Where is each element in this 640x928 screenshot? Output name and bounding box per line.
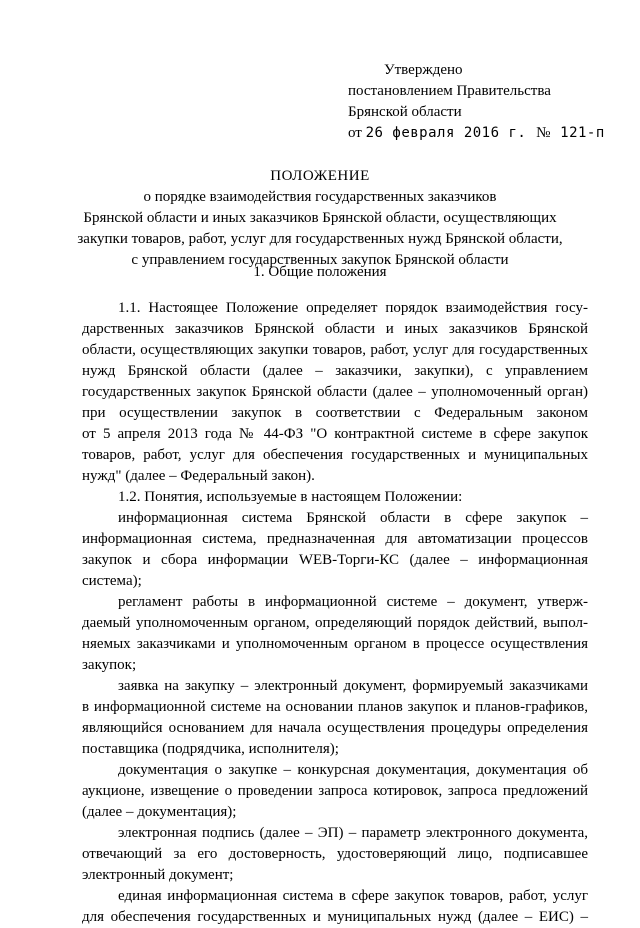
text-line: аукционе, извещение о проведении запроса котировок, запроса предложений [82,783,588,799]
text-line: информационная система, предназначенная для автоматизации процессов [82,531,588,547]
text-line: электронная подпись (далее – ЭП) – параметр электронного документа, [118,825,588,841]
document-title: ПОЛОЖЕНИЕ [270,168,370,184]
text-line: товаров, работ, услуг для обеспечения государственных и муниципальных [82,447,588,463]
approval-line-resolution: постановлением Правительства [348,83,551,99]
text-line: няемых заказчиками и уполномоченным органом в процессе осуществления [82,636,588,652]
text-line: при осуществлении закупок в соответствии с Федеральным законом [82,405,588,421]
text-line: закупок; [82,657,137,673]
text-line: в информационной системе на основании планов закупок и планов-графиков, [82,699,588,715]
definition-documentation [82,760,588,823]
title-subline: с управлением государственных закупок Брянской области [131,252,509,268]
approval-line-region: Брянской области [348,104,462,120]
section-heading: 1. Общие положения [253,264,387,280]
paragraph-1-1 [82,298,588,487]
text-line: являющийся основанием для начала осуществления процедуры определения [82,720,588,736]
definition-regulation [82,592,588,676]
text-line: информационная система Брянской области в сфере закупок – [118,510,588,526]
text-line: даемый уполномоченным органом, определяющий порядок действий, выпол- [82,615,588,631]
definition-information-system [82,508,588,592]
document-body [82,298,588,928]
text-line: регламент работы в информационной системе – документ, утверж- [118,594,588,610]
approval-number-label: № [536,125,551,141]
text-line: документация о закупке – конкурсная документация, документация об [118,762,588,778]
text-line: система); [82,573,142,589]
text-line: от 5 апреля 2013 года № 44-ФЗ "О контрактной системе в сфере закупок [82,426,588,442]
approval-number-value: 121-п [560,125,605,141]
title-subline: Брянской области и иных заказчиков Брянской области, осуществляющих [83,210,557,226]
text-line: единая информационная система в сфере закупок товаров, работ, услуг [118,888,588,904]
text-line: нужд Брянской области (далее – заказчики, закупки), с управлением [82,363,588,379]
paragraph-1-2 [82,487,588,508]
text-line: нужд" (далее – Федеральный закон). [82,468,315,484]
definition-unified-system [82,886,588,928]
text-line: (далее – документация); [82,804,237,820]
text-line: государственных закупок Брянской области (далее – уполномоченный орган) [82,384,588,400]
text-line: для обеспечения государственных и муниципальных нужд (далее – ЕИС) – [82,909,588,925]
definition-purchase-request [82,676,588,760]
document-title-block [40,166,600,271]
approval-date-prefix: от [348,125,362,141]
text-line: 1.1. Настоящее Положение определяет порядок взаимодействия госу- [118,300,588,316]
approval-date-line [348,123,628,144]
title-subline: закупки товаров, работ, услуг для государственных нужд Брянской области, [77,231,563,247]
definition-electronic-signature [82,823,588,886]
text-line: дарственных заказчиков Брянской области и иных заказчиков Брянской [82,321,588,337]
text-line: отвечающий за его достоверность, удостоверяющий лицо, подписавшее [82,846,588,862]
approval-stamp [348,60,628,144]
approval-line-approved: Утверждено [384,62,463,78]
text-line: заявка на закупку – электронный документ, формируемый заказчиками [118,678,588,694]
title-subline: о порядке взаимодействия государственных заказчиков [143,189,497,205]
text-line: закупок и сбора информации WEB-Торги-КС (далее – информационная [82,552,588,568]
approval-date-value: 26 февраля 2016 г. [365,125,527,141]
text-line: электронный документ; [82,867,234,883]
text-line: 1.2. Понятия, используемые в настоящем Положении: [118,489,463,505]
text-line: области, осуществляющих закупки товаров, работ, услуг для государственных [82,342,588,358]
text-line: поставщика (подрядчика, исполнителя); [82,741,339,757]
